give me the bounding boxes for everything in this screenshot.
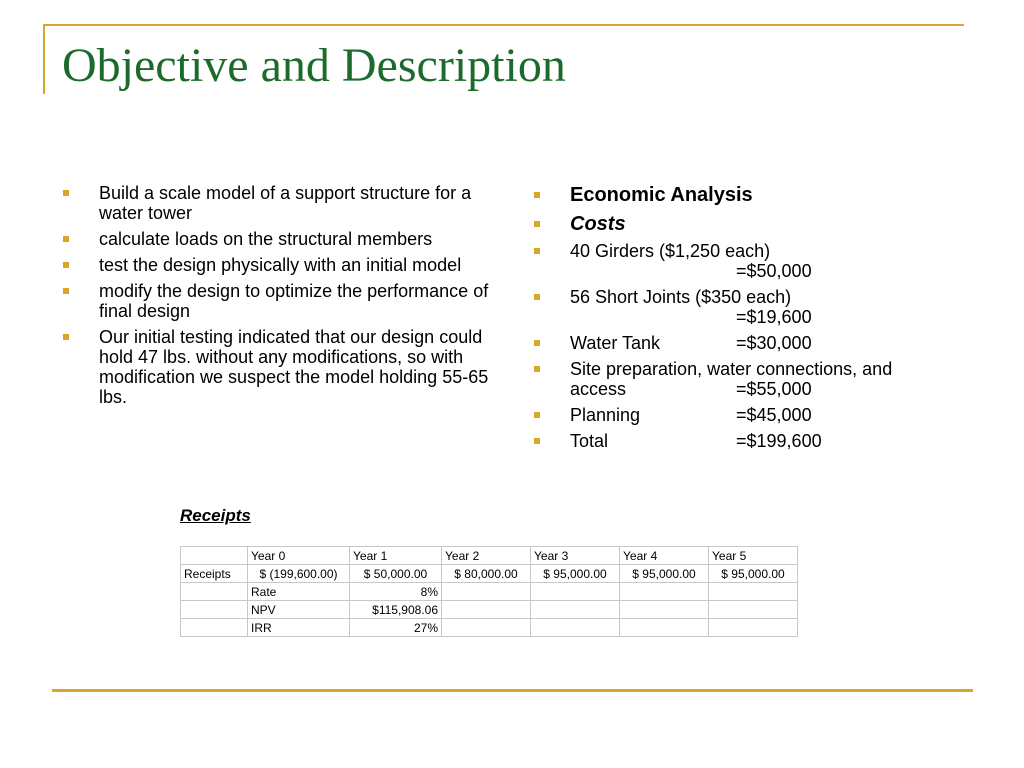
- economic-analysis-heading: Economic Analysis: [532, 183, 972, 207]
- table-cell: $ 95,000.00: [620, 565, 709, 583]
- table-cell: Rate: [248, 583, 350, 601]
- table-cell: [709, 583, 798, 601]
- table-cell: [620, 601, 709, 619]
- table-cell: $ 80,000.00: [442, 565, 531, 583]
- cost-label: 40 Girders ($1,250 each): [570, 241, 771, 261]
- table-cell: [709, 619, 798, 637]
- square-bullet-icon: [63, 236, 69, 242]
- cost-label: Water Tank: [570, 333, 661, 353]
- objective-text: test the design physically with an initial model: [99, 255, 462, 275]
- title-frame-top: [43, 24, 964, 26]
- cost-item-site-prep: [532, 359, 972, 399]
- receipts-table: [180, 546, 798, 637]
- cost-amount: =$45,000: [736, 405, 812, 425]
- objectives-list: [61, 183, 501, 413]
- square-bullet-icon: [63, 288, 69, 294]
- table-cell: $ 50,000.00: [350, 565, 442, 583]
- table-cell: NPV: [248, 601, 350, 619]
- table-row: [181, 565, 798, 583]
- cost-label: Planning: [570, 405, 641, 425]
- square-bullet-icon: [534, 412, 540, 418]
- table-cell: Year 1: [350, 547, 442, 565]
- table-cell: $ 95,000.00: [531, 565, 620, 583]
- square-bullet-icon: [534, 221, 540, 227]
- square-bullet-icon: [63, 334, 69, 340]
- table-cell: [620, 619, 709, 637]
- objective-text: modify the design to optimize the performance of final design: [99, 281, 489, 321]
- objective-text: Our initial testing indicated that our design could hold 47 lbs. without any modifications, so with modification we suspect the model holding 55-65 lbs.: [99, 327, 489, 407]
- square-bullet-icon: [63, 190, 69, 196]
- table-cell: [709, 601, 798, 619]
- table-row: [181, 583, 798, 601]
- table-cell: 27%: [350, 619, 442, 637]
- table-cell: [181, 547, 248, 565]
- cost-label-cont: access: [570, 379, 627, 399]
- table-cell: Year 2: [442, 547, 531, 565]
- table-cell: [620, 583, 709, 601]
- table-cell: [181, 583, 248, 601]
- cost-label: Site preparation, water connections, and: [570, 359, 893, 379]
- square-bullet-icon: [534, 438, 540, 444]
- cost-amount: =$55,000: [736, 379, 812, 399]
- table-cell: Year 4: [620, 547, 709, 565]
- footer-rule: [52, 689, 973, 692]
- table-cell: [531, 619, 620, 637]
- table-cell: [531, 583, 620, 601]
- square-bullet-icon: [534, 340, 540, 346]
- square-bullet-icon: [534, 248, 540, 254]
- table-cell: Year 5: [709, 547, 798, 565]
- cost-label: Total: [570, 431, 609, 451]
- table-cell: IRR: [248, 619, 350, 637]
- objective-text: Build a scale model of a support structure for a water tower: [99, 183, 472, 223]
- square-bullet-icon: [534, 366, 540, 372]
- objective-text: calculate loads on the structural members: [99, 229, 433, 249]
- table-cell: Receipts: [181, 565, 248, 583]
- table-cell: Year 0: [248, 547, 350, 565]
- table-cell: [531, 601, 620, 619]
- table-cell: [442, 619, 531, 637]
- cost-amount: =$19,600: [736, 307, 812, 327]
- cost-amount: =$50,000: [736, 261, 812, 281]
- objective-item: [61, 327, 501, 407]
- objective-item: [61, 255, 501, 275]
- cost-item-joints: [532, 287, 972, 327]
- square-bullet-icon: [534, 192, 540, 198]
- cost-item-planning: [532, 405, 972, 425]
- slide-title: Objective and Description: [62, 39, 566, 92]
- objective-item: [61, 229, 501, 249]
- table-cell: $ 95,000.00: [709, 565, 798, 583]
- table-cell: [442, 583, 531, 601]
- cost-item-girders: [532, 241, 972, 281]
- title-frame-vertical: [43, 24, 45, 94]
- objective-item: [61, 183, 501, 223]
- cost-label: 56 Short Joints ($350 each): [570, 287, 792, 307]
- objective-item: [61, 281, 501, 321]
- table-cell: $ (199,600.00): [248, 565, 350, 583]
- cost-item-water-tank: [532, 333, 972, 353]
- table-cell: Year 3: [531, 547, 620, 565]
- square-bullet-icon: [534, 294, 540, 300]
- table-cell: [181, 601, 248, 619]
- table-row: [181, 601, 798, 619]
- table-row: [181, 619, 798, 637]
- costs-heading: Costs: [532, 212, 972, 236]
- economics-list: [532, 183, 972, 457]
- table-cell: [442, 601, 531, 619]
- table-cell: $115,908.06: [350, 601, 442, 619]
- receipts-label: Receipts: [180, 506, 251, 525]
- cost-amount: =$199,600: [736, 431, 822, 451]
- table-cell: 8%: [350, 583, 442, 601]
- table-header-row: [181, 547, 798, 565]
- cost-amount: =$30,000: [736, 333, 812, 353]
- cost-item-total: [532, 431, 972, 451]
- table-cell: [181, 619, 248, 637]
- square-bullet-icon: [63, 262, 69, 268]
